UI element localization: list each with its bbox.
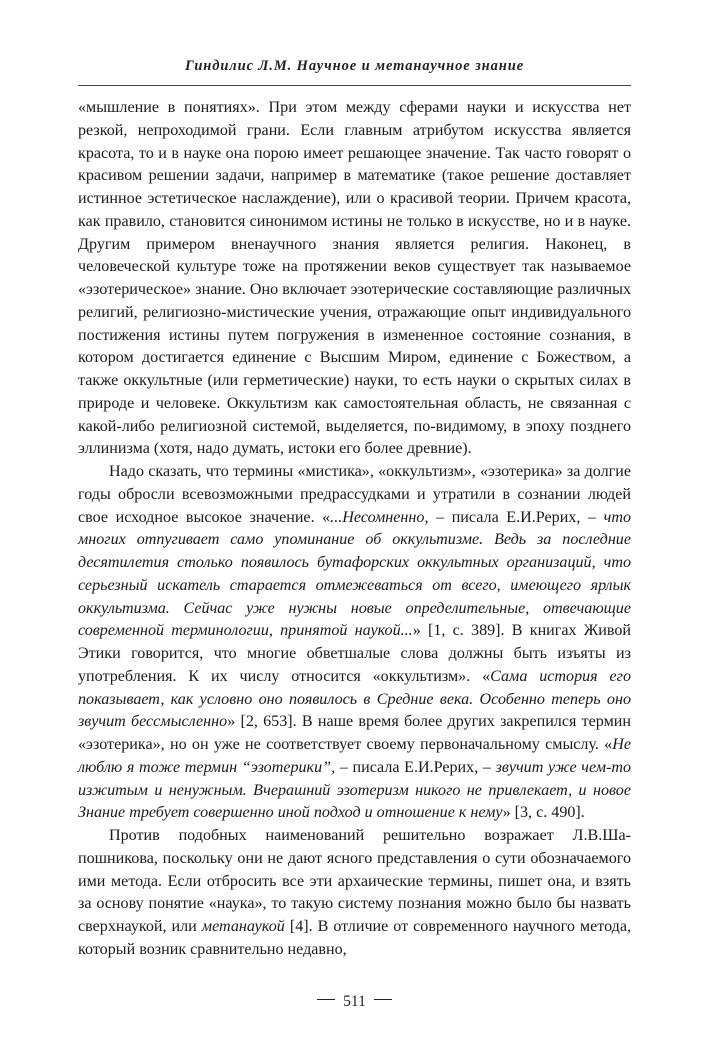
text-run: – писала Е.И.Рерих, – — [428, 508, 604, 526]
italic-quote-run: Не люблю я тоже термин “эзотерики”, — [78, 736, 631, 776]
text-run: «мышление в понятиях». При этом между сферами науки и искусства нет резкой, непроходимой грани. Если главным атрибутом искусства является красота, то и в науке она порою имеет решающее значение. Так часто говорят о красивом решении задачи, например в математике (такое решение доставляет истинное эстетическое наслаждение), или о красивой теории. Причем красота, как правило, становится синонимом истины не только в искусстве, но и в науке. Другим примером вненаучного знания является религия. Наконец, в человеческой культуре тоже на протяжении веков существует так называемое «эзотерическое» знание. Оно включает эзотерические составляющие различных религий, религиозно-мистические учения, отражающие опыт индивидуального постижения истины путем погружения в измененное состояние сознания, в котором достигается единение с Высшим Миром, единение с Божеством, а также оккультные (или герметические) науки, то есть науки о скрытых силах в природе и человеке. Оккультизм как самостоятельная область, не связанная с какой-либо религиозной системой, выделяется, по-видимому, в эпоху позднего эллинизма (хотя, надо думать, истоки его более древние). — [78, 99, 631, 458]
italic-quote-run: что многих отпугивает само упоминание об оккультизме. Ведь за последние десятилетия столько появилось бутафорских оккультных организаций, что серьезный искатель старается отмежеваться от всего, имеющего ярлык оккультизма. Сейчас уже нужны новые определительные, отвечающие современной терминологии, принятой наукой... — [78, 508, 631, 640]
main-text — [78, 97, 631, 962]
paragraph — [78, 461, 631, 825]
text-run: » [1, с. 389]. В книгах Живой Этики говорится, что многие обветшалые слова должны быть изъяты из употребления. К их числу относится «оккультизм». « — [78, 622, 631, 685]
running-title: Гиндилис Л.М. Научное и метанаучное знание — [184, 58, 525, 74]
text-run: » [2, 653]. В наше время более других закрепился термин «эзотерика», но он уже не соответствует своему первоначальному смыслу. « — [78, 713, 631, 753]
text-run: Надо сказать, что термины «мистика», «оккультизм», «эзотерика» за долгие годы обросли всевозможными предрассудками и утратили в сознании людей свое исходное высокое значение. « — [78, 463, 631, 526]
italic-quote-run: ...Несомненно, — [330, 508, 429, 526]
paragraph — [78, 97, 631, 461]
text-run: Против подобных наименований решительно возражает Л.В.Шапошникова, поскольку они не дают ясного представления о сути обозначаемого ими метода. Если отбросить все эти архаические термины, пишет она, и взять за основу понятие «наука», то такую систему познания можно было бы назвать сверхнаукой, или — [78, 827, 631, 935]
text-run: » [3, с. 490]. — [502, 804, 585, 822]
folio-dash-left — [317, 999, 335, 1001]
italic-quote-run: метанаукой — [201, 918, 285, 935]
italic-quote-run: Сама история его показывает, как условно оно появилось в Средние века. Особенно теперь оно звучит бессмысленно — [78, 667, 631, 731]
page-number: 511 — [343, 993, 366, 1010]
paragraph — [78, 825, 631, 962]
text-run: [4]. В отличие от современного научного метода, который возник сравнительно недавно, — [78, 918, 632, 958]
folio-dash-right — [374, 999, 392, 1001]
page-footer — [78, 993, 631, 1011]
running-header — [78, 58, 631, 75]
header-divider — [78, 85, 631, 86]
italic-quote-run: звучит уже чем-то изжитым и ненужным. Вчерашний эзотеризм никого не привлекает, и новое Знание требует совершенно иной подход и отношение к нему — [78, 758, 632, 822]
text-run: – писала Е.И.Рерих, – — [335, 758, 496, 776]
